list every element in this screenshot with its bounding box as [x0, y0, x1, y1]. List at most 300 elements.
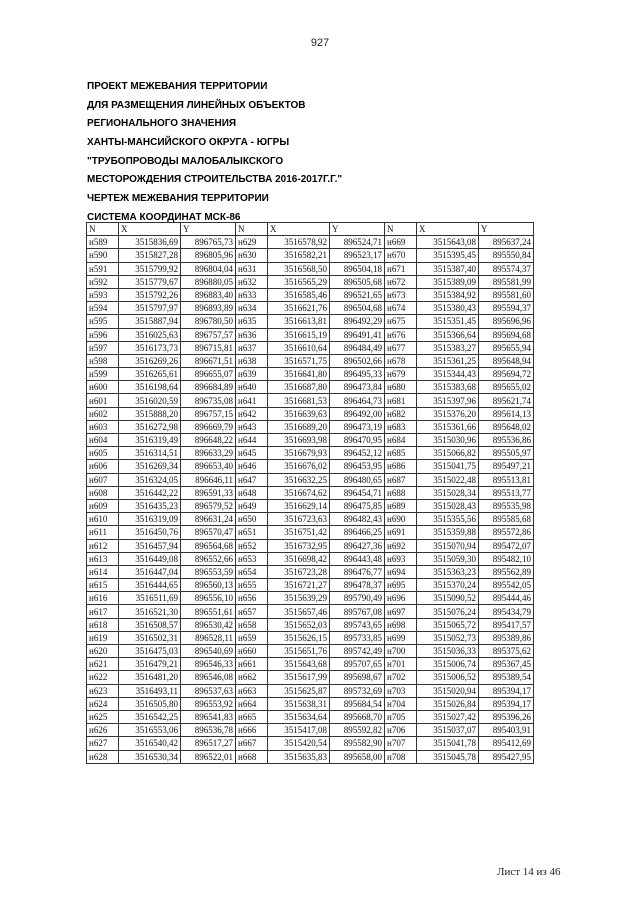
y-coordinate-cell: 896517,27: [181, 737, 236, 750]
y-coordinate-cell: 896473,84: [330, 381, 385, 394]
table-row: [87, 499, 534, 512]
x-coordinate-cell: 3516689,20: [268, 420, 330, 433]
y-coordinate-cell: 896757,15: [181, 407, 236, 420]
table-row: [87, 710, 534, 723]
x-coordinate-cell: 3515626,15: [268, 631, 330, 644]
y-coordinate-cell: 896478,37: [330, 579, 385, 592]
point-id-cell: н638: [236, 354, 268, 367]
x-coordinate-cell: 3516582,21: [268, 249, 330, 262]
point-id-cell: н691: [385, 526, 417, 539]
y-coordinate-cell: 895375,62: [479, 645, 534, 658]
point-id-cell: н692: [385, 539, 417, 552]
y-coordinate-cell: 895694,72: [479, 368, 534, 381]
y-coordinate-cell: 896671,51: [181, 354, 236, 367]
point-id-cell: н603: [87, 420, 119, 433]
x-coordinate-cell: 3515359,88: [417, 526, 479, 539]
y-coordinate-cell: 895684,54: [330, 697, 385, 710]
x-coordinate-cell: 3515090,52: [417, 592, 479, 605]
point-id-cell: н703: [385, 684, 417, 697]
point-id-cell: н648: [236, 486, 268, 499]
x-coordinate-cell: 3515779,67: [119, 275, 181, 288]
point-id-cell: н706: [385, 724, 417, 737]
x-coordinate-cell: 3515361,25: [417, 354, 479, 367]
point-id-cell: н699: [385, 631, 417, 644]
x-coordinate-cell: 3516025,63: [119, 328, 181, 341]
y-coordinate-cell: 896528,11: [181, 631, 236, 644]
y-coordinate-cell: 895592,82: [330, 724, 385, 737]
x-coordinate-cell: 3515059,30: [417, 552, 479, 565]
table-row: [87, 236, 534, 249]
y-coordinate-cell: 896883,40: [181, 288, 236, 301]
y-coordinate-cell: 895513,81: [479, 473, 534, 486]
point-id-cell: н613: [87, 552, 119, 565]
point-id-cell: н635: [236, 315, 268, 328]
y-coordinate-cell: 896536,78: [181, 724, 236, 737]
point-id-cell: н626: [87, 724, 119, 737]
y-coordinate-cell: 895658,00: [330, 750, 385, 763]
y-coordinate-cell: 896524,71: [330, 236, 385, 249]
y-coordinate-cell: 896556,10: [181, 592, 236, 605]
x-coordinate-cell: 3515387,40: [417, 262, 479, 275]
x-coordinate-cell: 3515652,03: [268, 618, 330, 631]
x-coordinate-cell: 3516721,27: [268, 579, 330, 592]
x-coordinate-cell: 3516540,42: [119, 737, 181, 750]
table-row: [87, 486, 534, 499]
table-row: [87, 618, 534, 631]
point-id-cell: н662: [236, 671, 268, 684]
x-coordinate-cell: 3516269,26: [119, 354, 181, 367]
x-coordinate-cell: 3516511,69: [119, 592, 181, 605]
point-id-cell: н629: [236, 236, 268, 249]
y-coordinate-cell: 895472,07: [479, 539, 534, 552]
x-coordinate-cell: 3516553,06: [119, 724, 181, 737]
x-coordinate-cell: 3515383,68: [417, 381, 479, 394]
y-coordinate-cell: 896669,79: [181, 420, 236, 433]
point-id-cell: н708: [385, 750, 417, 763]
y-coordinate-cell: 896646,11: [181, 473, 236, 486]
y-coordinate-cell: 895585,68: [479, 513, 534, 526]
point-id-cell: н694: [385, 565, 417, 578]
x-coordinate-cell: 3515070,94: [417, 539, 479, 552]
x-coordinate-cell: 3516676,02: [268, 460, 330, 473]
x-coordinate-cell: 3516020,59: [119, 394, 181, 407]
point-id-cell: н610: [87, 513, 119, 526]
y-coordinate-cell: 895694,68: [479, 328, 534, 341]
x-coordinate-cell: 3516641,80: [268, 368, 330, 381]
x-coordinate-cell: 3516674,62: [268, 486, 330, 499]
x-coordinate-cell: 3515344,43: [417, 368, 479, 381]
x-coordinate-cell: 3516521,30: [119, 605, 181, 618]
point-id-cell: н660: [236, 645, 268, 658]
x-coordinate-cell: 3516198,64: [119, 381, 181, 394]
column-header: X: [417, 223, 479, 236]
y-coordinate-cell: 895668,70: [330, 710, 385, 723]
y-coordinate-cell: 895743,65: [330, 618, 385, 631]
table-row: [87, 592, 534, 605]
y-coordinate-cell: 895732,69: [330, 684, 385, 697]
y-coordinate-cell: 896476,77: [330, 565, 385, 578]
point-id-cell: н597: [87, 341, 119, 354]
y-coordinate-cell: 896893,89: [181, 302, 236, 315]
x-coordinate-cell: 3515643,08: [417, 236, 479, 249]
point-id-cell: н658: [236, 618, 268, 631]
point-id-cell: н593: [87, 288, 119, 301]
point-id-cell: н670: [385, 249, 417, 262]
point-id-cell: н674: [385, 302, 417, 315]
point-id-cell: н625: [87, 710, 119, 723]
x-coordinate-cell: 3515041,78: [417, 737, 479, 750]
point-id-cell: н632: [236, 275, 268, 288]
y-coordinate-cell: 895542,05: [479, 579, 534, 592]
point-id-cell: н702: [385, 671, 417, 684]
x-coordinate-cell: 3516502,31: [119, 631, 181, 644]
x-coordinate-cell: 3516444,65: [119, 579, 181, 592]
table-row: [87, 565, 534, 578]
y-coordinate-cell: 895707,65: [330, 658, 385, 671]
table-row: [87, 302, 534, 315]
y-coordinate-cell: 896504,18: [330, 262, 385, 275]
y-coordinate-cell: 895417,57: [479, 618, 534, 631]
y-coordinate-cell: 896482,43: [330, 513, 385, 526]
y-coordinate-cell: 895412,69: [479, 737, 534, 750]
y-coordinate-cell: 895581,60: [479, 288, 534, 301]
point-id-cell: н595: [87, 315, 119, 328]
y-coordinate-cell: 896537,63: [181, 684, 236, 697]
y-coordinate-cell: 895572,86: [479, 526, 534, 539]
x-coordinate-cell: 3515036,33: [417, 645, 479, 658]
y-coordinate-cell: 895367,45: [479, 658, 534, 671]
x-coordinate-cell: 3516687,80: [268, 381, 330, 394]
y-coordinate-cell: 896540,69: [181, 645, 236, 658]
y-coordinate-cell: 895648,94: [479, 354, 534, 367]
point-id-cell: н608: [87, 486, 119, 499]
point-id-cell: н623: [87, 684, 119, 697]
y-coordinate-cell: 896633,29: [181, 447, 236, 460]
x-coordinate-cell: 3515651,76: [268, 645, 330, 658]
column-header: N: [87, 223, 119, 236]
point-id-cell: н596: [87, 328, 119, 341]
table-row: [87, 671, 534, 684]
point-id-cell: н592: [87, 275, 119, 288]
point-id-cell: н604: [87, 434, 119, 447]
table-row: [87, 684, 534, 697]
x-coordinate-cell: 3515887,94: [119, 315, 181, 328]
table-row: [87, 341, 534, 354]
x-coordinate-cell: 3515076,24: [417, 605, 479, 618]
y-coordinate-cell: 896502,66: [330, 354, 385, 367]
x-coordinate-cell: 3515634,64: [268, 710, 330, 723]
point-id-cell: н686: [385, 460, 417, 473]
x-coordinate-cell: 3515028,43: [417, 499, 479, 512]
x-coordinate-cell: 3515020,94: [417, 684, 479, 697]
y-coordinate-cell: 895767,08: [330, 605, 385, 618]
y-coordinate-cell: 895655,02: [479, 381, 534, 394]
point-id-cell: н666: [236, 724, 268, 737]
y-coordinate-cell: 895696,96: [479, 315, 534, 328]
point-id-cell: н672: [385, 275, 417, 288]
heading-line: СИСТЕМА КООРДИНАТ МСК-86: [87, 211, 241, 223]
x-coordinate-cell: 3516508,57: [119, 618, 181, 631]
x-coordinate-cell: 3516568,50: [268, 262, 330, 275]
point-id-cell: н667: [236, 737, 268, 750]
y-coordinate-cell: 896452,12: [330, 447, 385, 460]
table-row: [87, 275, 534, 288]
y-coordinate-cell: 895614,13: [479, 407, 534, 420]
x-coordinate-cell: 3515006,52: [417, 671, 479, 684]
x-coordinate-cell: 3516319,09: [119, 513, 181, 526]
x-coordinate-cell: 3516723,28: [268, 565, 330, 578]
point-id-cell: н617: [87, 605, 119, 618]
x-coordinate-cell: 3516613,81: [268, 315, 330, 328]
x-coordinate-cell: 3516481,20: [119, 671, 181, 684]
y-coordinate-cell: 896653,40: [181, 460, 236, 473]
point-id-cell: н654: [236, 565, 268, 578]
heading-line: ХАНТЫ-МАНСИЙСКОГО ОКРУГА - ЮГРЫ: [87, 137, 290, 149]
point-id-cell: н663: [236, 684, 268, 697]
x-coordinate-cell: 3516681,53: [268, 394, 330, 407]
point-id-cell: н589: [87, 236, 119, 249]
y-coordinate-cell: 896648,22: [181, 434, 236, 447]
y-coordinate-cell: 896804,04: [181, 262, 236, 275]
x-coordinate-cell: 3516314,51: [119, 447, 181, 460]
x-coordinate-cell: 3515383,27: [417, 341, 479, 354]
point-id-cell: н644: [236, 434, 268, 447]
y-coordinate-cell: 895396,26: [479, 710, 534, 723]
x-coordinate-cell: 3515045,78: [417, 750, 479, 763]
point-id-cell: н598: [87, 354, 119, 367]
y-coordinate-cell: 896765,73: [181, 236, 236, 249]
point-id-cell: н628: [87, 750, 119, 763]
y-coordinate-cell: 895594,37: [479, 302, 534, 315]
y-coordinate-cell: 895733,85: [330, 631, 385, 644]
y-coordinate-cell: 896530,42: [181, 618, 236, 631]
point-id-cell: н640: [236, 381, 268, 394]
y-coordinate-cell: 896453,95: [330, 460, 385, 473]
y-coordinate-cell: 895403,91: [479, 724, 534, 737]
x-coordinate-cell: 3515052,73: [417, 631, 479, 644]
point-id-cell: н707: [385, 737, 417, 750]
y-coordinate-cell: 896541,83: [181, 710, 236, 723]
point-id-cell: н591: [87, 262, 119, 275]
y-coordinate-cell: 895550,84: [479, 249, 534, 262]
x-coordinate-cell: 3516542,25: [119, 710, 181, 723]
table-row: [87, 513, 534, 526]
point-id-cell: н627: [87, 737, 119, 750]
x-coordinate-cell: 3515384,92: [417, 288, 479, 301]
x-coordinate-cell: 3516698,42: [268, 552, 330, 565]
table-row: [87, 579, 534, 592]
point-id-cell: н609: [87, 499, 119, 512]
x-coordinate-cell: 3516450,76: [119, 526, 181, 539]
table-row: [87, 447, 534, 460]
x-coordinate-cell: 3515355,56: [417, 513, 479, 526]
y-coordinate-cell: 896484,49: [330, 341, 385, 354]
table-row: [87, 526, 534, 539]
table-row: [87, 552, 534, 565]
table-body: [87, 236, 534, 764]
x-coordinate-cell: 3516493,11: [119, 684, 181, 697]
y-coordinate-cell: 896570,47: [181, 526, 236, 539]
point-id-cell: н637: [236, 341, 268, 354]
y-coordinate-cell: 896552,66: [181, 552, 236, 565]
point-id-cell: н681: [385, 394, 417, 407]
column-header: N: [236, 223, 268, 236]
point-id-cell: н622: [87, 671, 119, 684]
x-coordinate-cell: 3516723,63: [268, 513, 330, 526]
y-coordinate-cell: 896780,50: [181, 315, 236, 328]
x-coordinate-cell: 3516632,25: [268, 473, 330, 486]
table-header-row: [87, 223, 534, 236]
x-coordinate-cell: 3515643,68: [268, 658, 330, 671]
y-coordinate-cell: 896553,92: [181, 697, 236, 710]
table-row: [87, 658, 534, 671]
x-coordinate-cell: 3515397,96: [417, 394, 479, 407]
y-coordinate-cell: 896454,71: [330, 486, 385, 499]
point-id-cell: н634: [236, 302, 268, 315]
heading-line: ПРОЕКТ МЕЖЕВАНИЯ ТЕРРИТОРИИ: [87, 81, 268, 92]
table-row: [87, 605, 534, 618]
point-id-cell: н614: [87, 565, 119, 578]
y-coordinate-cell: 896715,81: [181, 341, 236, 354]
table-row: [87, 631, 534, 644]
x-coordinate-cell: 3516615,19: [268, 328, 330, 341]
point-id-cell: н615: [87, 579, 119, 592]
y-coordinate-cell: 896521,65: [330, 288, 385, 301]
table-row: [87, 697, 534, 710]
y-coordinate-cell: 896427,36: [330, 539, 385, 552]
y-coordinate-cell: 895582,90: [330, 737, 385, 750]
point-id-cell: н700: [385, 645, 417, 658]
point-id-cell: н600: [87, 381, 119, 394]
y-coordinate-cell: 895574,37: [479, 262, 534, 275]
x-coordinate-cell: 3515028,34: [417, 486, 479, 499]
y-coordinate-cell: 895394,17: [479, 697, 534, 710]
y-coordinate-cell: 895648,02: [479, 420, 534, 433]
point-id-cell: н682: [385, 407, 417, 420]
x-coordinate-cell: 3515027,42: [417, 710, 479, 723]
y-coordinate-cell: 895562,89: [479, 565, 534, 578]
point-id-cell: н619: [87, 631, 119, 644]
column-header: Y: [479, 223, 534, 236]
y-coordinate-cell: 896735,08: [181, 394, 236, 407]
y-coordinate-cell: 896684,89: [181, 381, 236, 394]
x-coordinate-cell: 3515041,75: [417, 460, 479, 473]
y-coordinate-cell: 896560,13: [181, 579, 236, 592]
y-coordinate-cell: 895505,97: [479, 447, 534, 460]
x-coordinate-cell: 3516272,98: [119, 420, 181, 433]
point-id-cell: н620: [87, 645, 119, 658]
x-coordinate-cell: 3515380,43: [417, 302, 479, 315]
point-id-cell: н683: [385, 420, 417, 433]
point-id-cell: н676: [385, 328, 417, 341]
y-coordinate-cell: 895434,79: [479, 605, 534, 618]
point-id-cell: н630: [236, 249, 268, 262]
table-row: [87, 750, 534, 763]
heading-line: ДЛЯ РАЗМЕЩЕНИЯ ЛИНЕЙНЫХ ОБЪЕКТОВ: [87, 99, 306, 111]
point-id-cell: н607: [87, 473, 119, 486]
x-coordinate-cell: 3516679,93: [268, 447, 330, 460]
heading-line: РЕГИОНАЛЬНОГО ЗНАЧЕНИЯ: [87, 118, 237, 130]
table-row: [87, 315, 534, 328]
x-coordinate-cell: 3515625,87: [268, 684, 330, 697]
x-coordinate-cell: 3515351,45: [417, 315, 479, 328]
y-coordinate-cell: 896757,57: [181, 328, 236, 341]
point-id-cell: н661: [236, 658, 268, 671]
y-coordinate-cell: 895790,49: [330, 592, 385, 605]
point-id-cell: н690: [385, 513, 417, 526]
x-coordinate-cell: 3516457,94: [119, 539, 181, 552]
column-header: X: [119, 223, 181, 236]
point-id-cell: н665: [236, 710, 268, 723]
point-id-cell: н704: [385, 697, 417, 710]
y-coordinate-cell: 896495,33: [330, 368, 385, 381]
point-id-cell: н594: [87, 302, 119, 315]
x-coordinate-cell: 3516610,64: [268, 341, 330, 354]
point-id-cell: н616: [87, 592, 119, 605]
point-id-cell: н602: [87, 407, 119, 420]
table-row: [87, 724, 534, 737]
x-coordinate-cell: 3516751,42: [268, 526, 330, 539]
x-coordinate-cell: 3516173,73: [119, 341, 181, 354]
x-coordinate-cell: 3516639,63: [268, 407, 330, 420]
y-coordinate-cell: 896631,24: [181, 513, 236, 526]
point-id-cell: н643: [236, 420, 268, 433]
point-id-cell: н677: [385, 341, 417, 354]
x-coordinate-cell: 3515792,26: [119, 288, 181, 301]
x-coordinate-cell: 3515395,45: [417, 249, 479, 262]
sheet-footer: Лист 14 из 46: [497, 866, 561, 878]
x-coordinate-cell: 3516319,49: [119, 434, 181, 447]
coordinates-table: [86, 222, 534, 764]
y-coordinate-cell: 896564,68: [181, 539, 236, 552]
x-coordinate-cell: 3515639,29: [268, 592, 330, 605]
point-id-cell: н679: [385, 368, 417, 381]
point-id-cell: н678: [385, 354, 417, 367]
point-id-cell: н611: [87, 526, 119, 539]
point-id-cell: н653: [236, 552, 268, 565]
point-id-cell: н599: [87, 368, 119, 381]
y-coordinate-cell: 895394,17: [479, 684, 534, 697]
table-row: [87, 407, 534, 420]
y-coordinate-cell: 895427,95: [479, 750, 534, 763]
point-id-cell: н696: [385, 592, 417, 605]
x-coordinate-cell: 3516629,14: [268, 499, 330, 512]
y-coordinate-cell: 896505,68: [330, 275, 385, 288]
x-coordinate-cell: 3515370,24: [417, 579, 479, 592]
point-id-cell: н631: [236, 262, 268, 275]
y-coordinate-cell: 896492,00: [330, 407, 385, 420]
point-id-cell: н680: [385, 381, 417, 394]
point-id-cell: н668: [236, 750, 268, 763]
x-coordinate-cell: 3516447,04: [119, 565, 181, 578]
y-coordinate-cell: 895389,86: [479, 631, 534, 644]
table-row: [87, 539, 534, 552]
point-id-cell: н684: [385, 434, 417, 447]
x-coordinate-cell: 3515836,69: [119, 236, 181, 249]
point-id-cell: н612: [87, 539, 119, 552]
x-coordinate-cell: 3515366,64: [417, 328, 479, 341]
column-header: N: [385, 223, 417, 236]
heading-line: "ТРУБОПРОВОДЫ МАЛОБАЛЫКСКОГО: [87, 155, 284, 167]
y-coordinate-cell: 896579,52: [181, 499, 236, 512]
x-coordinate-cell: 3516442,22: [119, 486, 181, 499]
table-row: [87, 262, 534, 275]
column-header: X: [268, 223, 330, 236]
point-id-cell: н605: [87, 447, 119, 460]
point-id-cell: н673: [385, 288, 417, 301]
x-coordinate-cell: 3515799,92: [119, 262, 181, 275]
table-row: [87, 288, 534, 301]
